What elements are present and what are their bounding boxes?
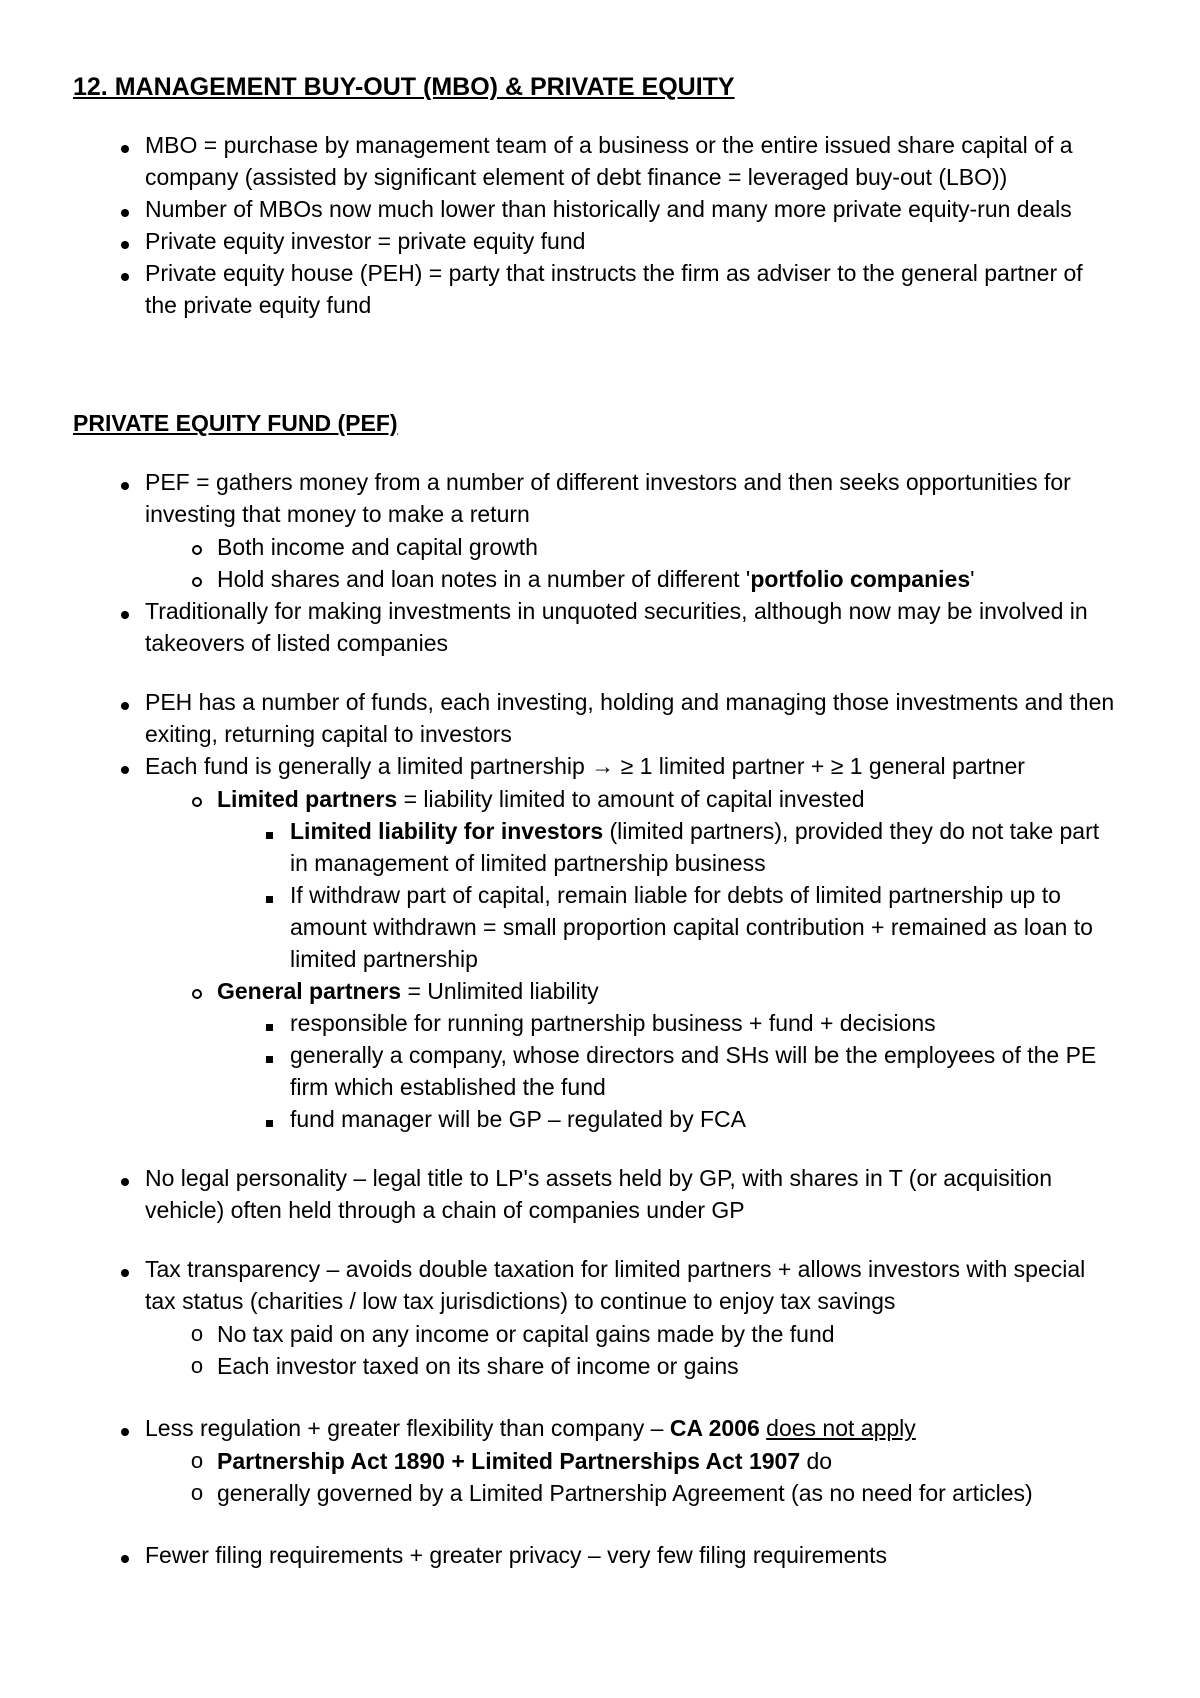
bullet-disc-icon: [109, 466, 141, 498]
list-item: Private equity house (PEH) = party that instructs the firm as adviser to the general partner of the private equity fund: [73, 257, 1120, 321]
list-item: Traditionally for making investments in unquoted securities, although now may be involved in takeovers of listed companies: [73, 595, 1120, 659]
bullet-disc-icon: [109, 1253, 141, 1285]
page-title: 12. MANAGEMENT BUY-OUT (MBO) & PRIVATE EQUITY: [73, 73, 735, 101]
list-item: o generally governed by a Limited Partnership Agreement (as no need for articles): [145, 1477, 1120, 1509]
list-item: General partners = Unlimited liability responsible for running partnership business + fund + decisions generally a company, whose directors and SHs will be the employees of the PE firm which established the fund fund manager will be GP – regulated by FCA: [145, 975, 1120, 1135]
section-heading-pef: PRIVATE EQUITY FUND (PEF): [73, 410, 398, 436]
list-item: generally a company, whose directors and SHs will be the employees of the PE firm which established the fund: [217, 1039, 1120, 1103]
list-item: If withdraw part of capital, remain liable for debts of limited partnership up to amount withdrawn = small proportion capital contribution + remained as loan to limited partnership: [217, 879, 1120, 975]
bullet-disc-icon: [109, 595, 141, 627]
list-item: Tax transparency – avoids double taxation for limited partners + allows investors with special tax status (charities / low tax jurisdictions) to continue to enjoy tax savings o No tax paid on any income or capital gains made by the fund o Each investor taxed on its share of income or gains: [73, 1253, 1120, 1382]
list-item: fund manager will be GP – regulated by FCA: [217, 1103, 1120, 1135]
list-item: o Each investor taxed on its share of income or gains: [145, 1350, 1120, 1382]
bullet-square-icon: [253, 815, 285, 847]
bullet-disc-icon: [109, 1412, 141, 1444]
list-item: o Partnership Act 1890 + Limited Partnerships Act 1907 do: [145, 1445, 1120, 1477]
bullet-circle-icon: o: [190, 1353, 204, 1378]
bullet-disc-icon: [109, 1539, 141, 1571]
list-item: PEH has a number of funds, each investing, holding and managing those investments and then exiting, returning capital to investors: [73, 686, 1120, 750]
bullet-circle-icon: o: [190, 1480, 204, 1505]
list-item: responsible for running partnership business + fund + decisions: [217, 1007, 1120, 1039]
bullet-square-icon: [253, 1039, 285, 1071]
pef-list: [73, 466, 1120, 659]
list-item: PEF = gathers money from a number of different investors and then seeks opportunities for investing that money to make a return Both income and capital growth Hold shares and loan notes in a number of different 'portfolio companies': [73, 466, 1120, 595]
bullet-disc-icon: [109, 193, 141, 225]
bullet-disc-icon: [109, 225, 141, 257]
bullet-circle-icon: [181, 783, 213, 815]
bullet-square-icon: [253, 879, 285, 911]
bullet-square-icon: [253, 1103, 285, 1135]
list-item: Number of MBOs now much lower than historically and many more private equity-run deals: [73, 193, 1120, 225]
list-item: Fewer filing requirements + greater privacy – very few filing requirements: [73, 1539, 1120, 1571]
bullet-circle-icon: [181, 531, 213, 563]
bullet-disc-icon: [109, 686, 141, 718]
list-item: Limited partners = liability limited to amount of capital invested Limited liability for investors (limited partners), provided they do not take part in management of limited partnership business If withdraw part of capital, remain liable for debts of limited partnership up to amount withdrawn = small proportion capital contribution + remained as loan to limited partnership: [145, 783, 1120, 975]
list-item: Hold shares and loan notes in a number of different 'portfolio companies': [145, 563, 1120, 595]
bullet-disc-icon: [109, 750, 141, 782]
intro-list: [73, 129, 1120, 321]
bullet-circle-icon: [181, 975, 213, 1007]
bullet-disc-icon: [109, 129, 141, 161]
list-item: MBO = purchase by management team of a business or the entire issued share capital of a company (assisted by significant element of debt finance = leveraged buy-out (LBO)): [73, 129, 1120, 193]
list-item: Limited liability for investors (limited partners), provided they do not take part in management of limited partnership business: [217, 815, 1120, 879]
list-item: No legal personality – legal title to LP's assets held by GP, with shares in T (or acquisition vehicle) often held through a chain of companies under GP: [73, 1162, 1120, 1226]
bullet-square-icon: [253, 1007, 285, 1039]
list-item: Each fund is generally a limited partnership → ≥ 1 limited partner + ≥ 1 general partner Limited partners = liability limited to amount of capital invested Limited liability for investors (limited partners), provided they do not take part in management of limited partnership business If withdraw part of capital, remain liable for debts of limited partnership up to amount withdrawn = small proportion capital contribution + remained as loan to limited partnership General partners = Unlimited liability responsible for running partnership business + fund + decisions generally a company, whose directors and SHs will be the employees of the PE firm which established the fund fund manager will be GP – regulated by FCA: [73, 750, 1120, 1135]
bullet-disc-icon: [109, 257, 141, 289]
list-item: Private equity investor = private equity fund: [73, 225, 1120, 257]
list-item: Both income and capital growth: [145, 531, 1120, 563]
bullet-circle-icon: o: [190, 1321, 204, 1346]
list-item: Less regulation + greater flexibility than company – CA 2006 does not apply o Partnership Act 1890 + Limited Partnerships Act 1907 do o generally governed by a Limited Partnership Agreement (as no need for articles): [73, 1412, 1120, 1509]
bullet-circle-icon: o: [190, 1448, 204, 1473]
bullet-circle-icon: [181, 563, 213, 595]
bullet-disc-icon: [109, 1162, 141, 1194]
list-item: o No tax paid on any income or capital gains made by the fund: [145, 1318, 1120, 1350]
